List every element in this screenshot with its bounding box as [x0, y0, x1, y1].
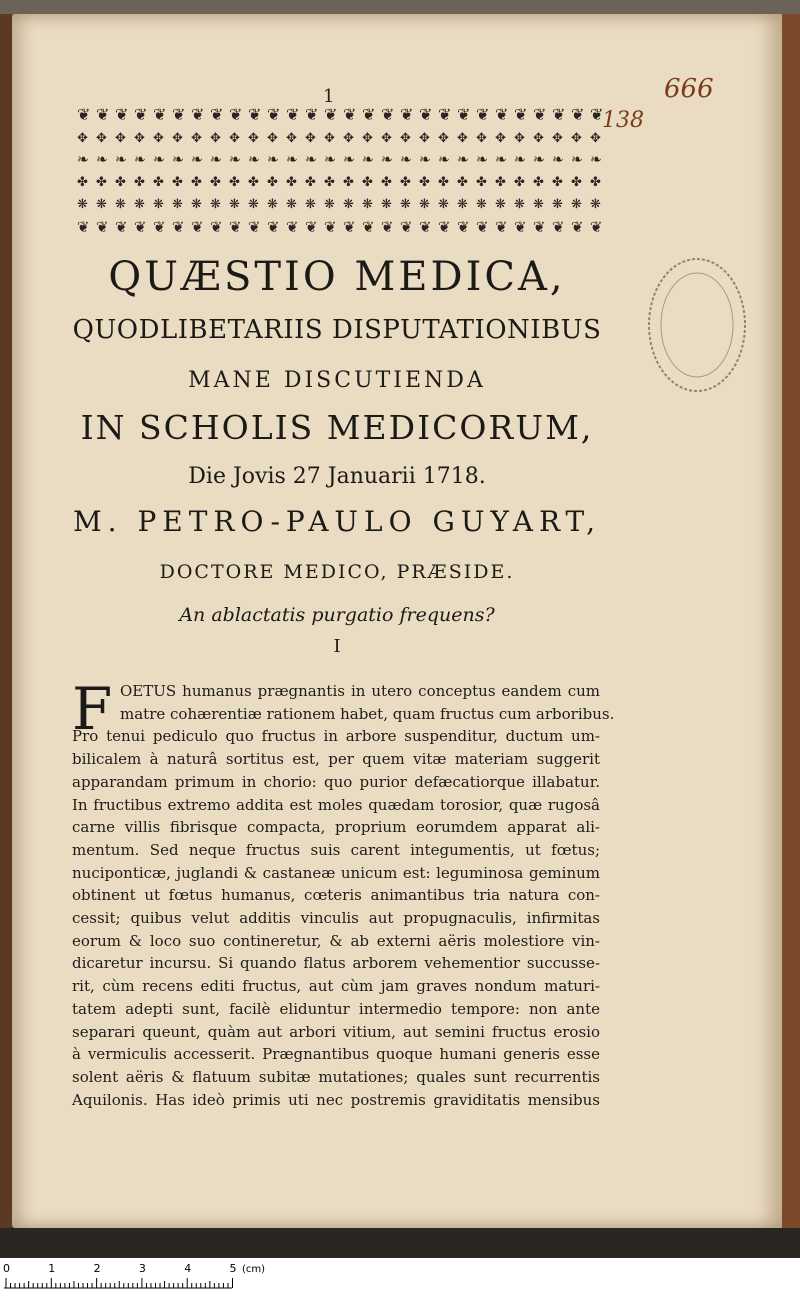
svg-text:❦: ❦: [305, 105, 319, 124]
svg-text:❧: ❧: [476, 152, 488, 168]
svg-text:✥: ✥: [134, 131, 145, 146]
svg-text:✥: ✥: [210, 131, 221, 146]
body-line: cessit; quibus velut additis vinculis aut propugnaculis, infirmitas: [72, 909, 600, 927]
svg-text:❋: ❋: [324, 197, 335, 212]
svg-text:❦: ❦: [134, 105, 148, 124]
svg-text:❦: ❦: [324, 105, 338, 124]
svg-text:✤: ✤: [419, 175, 430, 190]
svg-text:❋: ❋: [267, 197, 278, 212]
ruler-tick-label: 1: [48, 1262, 56, 1275]
svg-text:❦: ❦: [571, 218, 584, 236]
svg-text:✥: ✥: [248, 131, 259, 146]
svg-text:❦: ❦: [267, 218, 280, 236]
svg-text:❧: ❧: [77, 152, 89, 168]
svg-text:❧: ❧: [229, 152, 241, 168]
svg-text:❋: ❋: [533, 197, 544, 212]
body-line: eorum & loco suo contineretur, & ab externi aëris molestiore vin-: [72, 931, 600, 950]
body-line: nuciponticæ, juglandi & castaneæ unicum est: leguminosa geminum: [72, 863, 600, 882]
svg-text:✥: ✥: [590, 131, 601, 146]
body-line: matre cohærentiæ rationem habet, quam fructus cum arboribus.: [120, 704, 615, 723]
svg-text:❋: ❋: [77, 197, 88, 212]
svg-text:❦: ❦: [172, 218, 185, 236]
subtitle: QUODLIBETARIIS DISPUTATIONIBUS: [72, 315, 602, 345]
subtitle-line-4: IN SCHOLIS MEDICORUM,: [80, 408, 594, 447]
svg-text:❦: ❦: [96, 105, 110, 124]
body-line: bilicalem à naturâ sortitus est, per quem vitæ materiam suggerit: [72, 750, 600, 769]
svg-text:❧: ❧: [115, 152, 127, 168]
svg-text:❦: ❦: [438, 105, 452, 124]
svg-text:✤: ✤: [362, 175, 373, 190]
svg-text:✥: ✥: [552, 131, 563, 146]
svg-text:✥: ✥: [495, 131, 506, 146]
svg-text:❦: ❦: [362, 218, 375, 236]
book-right-edge: [782, 14, 800, 1228]
svg-text:❦: ❦: [400, 105, 414, 124]
svg-text:❦: ❦: [552, 105, 566, 124]
svg-text:❋: ❋: [305, 197, 316, 212]
page-number: 1: [323, 86, 335, 107]
svg-text:❦: ❦: [533, 218, 546, 236]
svg-text:❋: ❋: [400, 197, 411, 212]
date-line: Die Jovis 27 Januarii 1718.: [188, 464, 486, 489]
svg-text:❦: ❦: [153, 218, 166, 236]
svg-text:❦: ❦: [96, 218, 109, 236]
svg-text:✤: ✤: [571, 175, 582, 190]
svg-text:❦: ❦: [172, 105, 186, 124]
svg-text:✤: ✤: [495, 175, 506, 190]
svg-text:❦: ❦: [210, 218, 223, 236]
svg-text:✥: ✥: [267, 131, 278, 146]
decorative-headpiece: [73, 105, 604, 242]
svg-text:❦: ❦: [286, 218, 299, 236]
svg-text:❦: ❦: [343, 105, 357, 124]
svg-text:✥: ✥: [400, 131, 411, 146]
svg-text:✤: ✤: [77, 175, 88, 190]
body-line: tatem adepti sunt, facilè eliduntur intermedio tempore: non ante: [72, 999, 600, 1018]
svg-text:✥: ✥: [381, 131, 392, 146]
handwritten-number-top: 666: [664, 74, 714, 104]
svg-text:✤: ✤: [476, 175, 487, 190]
svg-text:✤: ✤: [305, 175, 316, 190]
svg-text:✤: ✤: [438, 175, 449, 190]
svg-text:✤: ✤: [229, 175, 240, 190]
svg-text:❋: ❋: [172, 197, 183, 212]
svg-text:✤: ✤: [324, 175, 335, 190]
svg-text:❧: ❧: [134, 152, 146, 168]
scale-ruler: [0, 1258, 800, 1298]
ruler-tick-label: 3: [138, 1262, 146, 1275]
svg-text:❋: ❋: [210, 197, 221, 212]
svg-text:❦: ❦: [248, 218, 261, 236]
svg-text:❋: ❋: [343, 197, 354, 212]
drop-cap: F: [72, 675, 113, 743]
svg-text:❦: ❦: [286, 105, 300, 124]
handwritten-number-side: 138: [602, 108, 644, 133]
svg-text:❋: ❋: [96, 197, 107, 212]
svg-text:❋: ❋: [495, 197, 506, 212]
body-line: In fructibus extremo addita est moles quædam torosior, quæ rugosâ: [72, 795, 600, 814]
svg-text:❦: ❦: [457, 218, 470, 236]
svg-text:✤: ✤: [590, 175, 601, 190]
svg-text:❋: ❋: [362, 197, 373, 212]
svg-text:✥: ✥: [324, 131, 335, 146]
svg-text:✥: ✥: [362, 131, 373, 146]
svg-text:❧: ❧: [438, 152, 450, 168]
svg-text:❧: ❧: [343, 152, 355, 168]
svg-text:✥: ✥: [476, 131, 487, 146]
svg-text:✤: ✤: [533, 175, 544, 190]
svg-text:❧: ❧: [324, 152, 336, 168]
svg-text:✥: ✥: [77, 131, 88, 146]
svg-text:❦: ❦: [77, 105, 91, 124]
svg-text:❧: ❧: [362, 152, 374, 168]
svg-text:❋: ❋: [419, 197, 430, 212]
svg-text:❦: ❦: [115, 218, 128, 236]
svg-text:❦: ❦: [191, 218, 204, 236]
svg-text:❦: ❦: [552, 218, 565, 236]
svg-text:✥: ✥: [115, 131, 126, 146]
svg-text:❦: ❦: [343, 218, 356, 236]
svg-text:❦: ❦: [267, 105, 281, 124]
svg-text:❦: ❦: [419, 218, 432, 236]
svg-text:✥: ✥: [343, 131, 354, 146]
body-line: rit, cùm recens editi fructus, aut cùm jam graves nondum maturi-: [72, 977, 600, 996]
svg-text:✥: ✥: [514, 131, 525, 146]
svg-text:❧: ❧: [400, 152, 412, 168]
svg-text:✤: ✤: [115, 175, 126, 190]
body-line: dicaretur incursu. Si quando flatus arborem vehementior succusse-: [72, 954, 600, 973]
svg-text:❋: ❋: [134, 197, 145, 212]
svg-text:❧: ❧: [96, 152, 108, 168]
svg-text:❋: ❋: [438, 197, 449, 212]
ruler-unit: (cm): [242, 1264, 266, 1275]
svg-text:❦: ❦: [476, 105, 490, 124]
svg-text:❦: ❦: [590, 105, 604, 124]
body-line: Pro tenui pediculo quo fructus in arbore suspenditur, ductum um-: [72, 727, 600, 746]
svg-text:❧: ❧: [305, 152, 317, 168]
svg-text:✤: ✤: [552, 175, 563, 190]
svg-text:✤: ✤: [381, 175, 392, 190]
svg-text:❋: ❋: [457, 197, 468, 212]
svg-text:✤: ✤: [400, 175, 411, 190]
svg-text:❦: ❦: [514, 218, 527, 236]
svg-text:✤: ✤: [457, 175, 468, 190]
body-line: solent aëris & flatuum subitæ mutationes; quales sunt recurrentis: [72, 1067, 600, 1086]
svg-text:✤: ✤: [267, 175, 278, 190]
svg-text:❧: ❧: [172, 152, 184, 168]
body-line: OETUS humanus prægnantis in utero conceptus eandem cum: [120, 682, 600, 700]
svg-text:❦: ❦: [134, 218, 147, 236]
praeses-name: M. PETRO-PAULO GUYART,: [72, 505, 602, 538]
svg-text:✤: ✤: [210, 175, 221, 190]
praeses-role: DOCTORE MEDICO, PRÆSIDE.: [159, 561, 515, 583]
svg-text:❦: ❦: [229, 218, 242, 236]
body-line: obtinent ut fœtus humanus, cœteris animantibus tria natura con-: [72, 886, 600, 905]
svg-text:❦: ❦: [438, 218, 451, 236]
svg-text:❋: ❋: [571, 197, 582, 212]
body-line: carne villis fibrisque compacta, proprium eorumdem apparat ali-: [72, 818, 600, 837]
svg-text:✤: ✤: [134, 175, 145, 190]
body-line: à vermiculis accesserit. Prægnantibus quoque humani generis esse: [72, 1045, 600, 1064]
svg-text:❦: ❦: [381, 105, 395, 124]
svg-text:❦: ❦: [115, 105, 129, 124]
svg-text:✥: ✥: [172, 131, 183, 146]
svg-text:❋: ❋: [191, 197, 202, 212]
svg-text:❧: ❧: [153, 152, 165, 168]
library-stamp: [644, 252, 750, 398]
svg-text:✤: ✤: [343, 175, 354, 190]
svg-text:✥: ✥: [153, 131, 164, 146]
svg-text:❦: ❦: [495, 105, 509, 124]
svg-text:❧: ❧: [191, 152, 203, 168]
svg-text:❦: ❦: [495, 218, 508, 236]
subtitle-line-3: MANE DISCUTIENDA: [188, 368, 486, 393]
svg-text:✤: ✤: [286, 175, 297, 190]
svg-text:❦: ❦: [419, 105, 433, 124]
svg-text:❦: ❦: [571, 105, 585, 124]
svg-text:✤: ✤: [96, 175, 107, 190]
svg-text:❦: ❦: [153, 105, 167, 124]
ruler-tick-label: 5: [229, 1262, 237, 1275]
question-line: An ablactatis purgatio frequens?: [179, 604, 495, 626]
svg-text:❦: ❦: [248, 105, 262, 124]
svg-text:✥: ✥: [419, 131, 430, 146]
svg-text:❧: ❧: [286, 152, 298, 168]
svg-text:❦: ❦: [210, 105, 224, 124]
svg-text:❧: ❧: [552, 152, 564, 168]
svg-text:✥: ✥: [571, 131, 582, 146]
svg-text:❦: ❦: [590, 218, 603, 236]
svg-text:❧: ❧: [457, 152, 469, 168]
svg-text:❧: ❧: [571, 152, 583, 168]
svg-text:❦: ❦: [191, 105, 205, 124]
svg-text:❦: ❦: [381, 218, 394, 236]
svg-text:❧: ❧: [533, 152, 545, 168]
svg-text:❋: ❋: [381, 197, 392, 212]
section-number: I: [333, 636, 341, 657]
ruler-tick-label: 0: [3, 1262, 10, 1275]
book-left-edge: [0, 14, 12, 1228]
svg-text:✥: ✥: [305, 131, 316, 146]
body-line: separari queunt, quàm aut arbori vitium, aut semini fructus erosio: [72, 1022, 600, 1041]
svg-text:✤: ✤: [172, 175, 183, 190]
ruler-tick-label: 4: [184, 1262, 192, 1275]
svg-text:❋: ❋: [153, 197, 164, 212]
svg-text:✥: ✥: [286, 131, 297, 146]
svg-text:❦: ❦: [476, 218, 489, 236]
svg-text:❧: ❧: [267, 152, 279, 168]
svg-text:❋: ❋: [248, 197, 259, 212]
svg-text:❧: ❧: [514, 152, 526, 168]
svg-text:❦: ❦: [229, 105, 243, 124]
svg-text:❧: ❧: [248, 152, 260, 168]
svg-text:❋: ❋: [229, 197, 240, 212]
ruler-tick-label: 2: [93, 1262, 101, 1275]
svg-text:✥: ✥: [533, 131, 544, 146]
svg-text:❦: ❦: [305, 218, 318, 236]
svg-text:❦: ❦: [514, 105, 528, 124]
body-line: mentum. Sed neque fructus suis carent integumentis, ut fœtus;: [72, 840, 600, 859]
svg-text:✥: ✥: [229, 131, 240, 146]
body-line: apparandam primum in chorio: quo purior defæcatiorque illabatur.: [72, 772, 600, 791]
svg-text:❦: ❦: [400, 218, 413, 236]
svg-text:❦: ❦: [324, 218, 337, 236]
svg-text:❧: ❧: [419, 152, 431, 168]
svg-text:✤: ✤: [191, 175, 202, 190]
svg-text:❋: ❋: [286, 197, 297, 212]
svg-text:✤: ✤: [248, 175, 259, 190]
svg-text:✤: ✤: [514, 175, 525, 190]
svg-text:❋: ❋: [115, 197, 126, 212]
svg-text:❧: ❧: [495, 152, 507, 168]
body-line: Aquilonis. Has ideò primis uti nec postremis graviditatis mensibus: [72, 1090, 600, 1109]
svg-text:✤: ✤: [153, 175, 164, 190]
svg-text:❦: ❦: [457, 105, 471, 124]
svg-text:❦: ❦: [362, 105, 376, 124]
svg-text:❋: ❋: [514, 197, 525, 212]
svg-text:✥: ✥: [191, 131, 202, 146]
svg-text:✥: ✥: [438, 131, 449, 146]
svg-text:❋: ❋: [552, 197, 563, 212]
svg-text:❧: ❧: [381, 152, 393, 168]
svg-text:❧: ❧: [590, 152, 602, 168]
svg-text:❧: ❧: [210, 152, 222, 168]
svg-text:✥: ✥: [457, 131, 468, 146]
svg-text:❦: ❦: [77, 218, 90, 236]
title: QUÆSTIO MEDICA,: [108, 254, 566, 300]
svg-text:✥: ✥: [96, 131, 107, 146]
svg-text:❦: ❦: [533, 105, 547, 124]
svg-text:❋: ❋: [590, 197, 601, 212]
svg-text:❋: ❋: [476, 197, 487, 212]
